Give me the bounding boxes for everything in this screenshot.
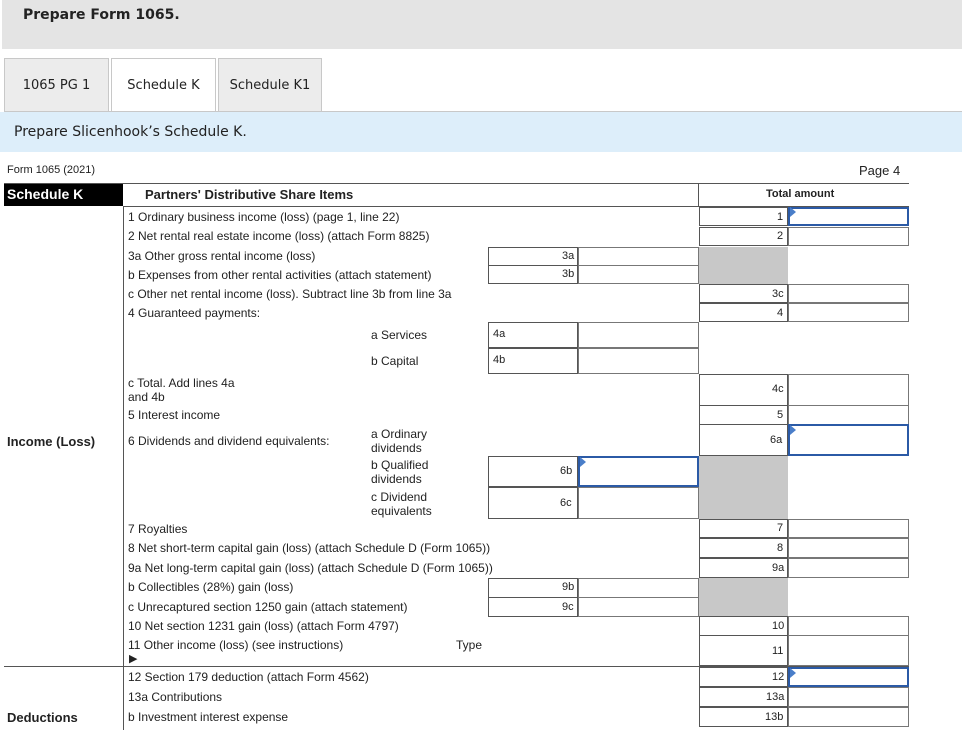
line-4b-code: 4b [493, 354, 506, 366]
line-9b-label: b Collectibles (28%) gain (loss) [128, 580, 294, 594]
instruction-banner [0, 112, 962, 152]
line-6a-label-1: a Ordinary [371, 427, 428, 441]
tab-schedule-k1[interactable]: Schedule K1 [218, 58, 322, 112]
line-6-label: 6 Dividends and dividend equivalents: [128, 434, 330, 448]
line-2-amount-input[interactable] [788, 227, 909, 246]
line-5-label: 5 Interest income [128, 408, 221, 422]
line-3a-code: 3a [562, 250, 575, 262]
line-4b-amount-input[interactable] [578, 348, 699, 374]
line-11-code: 11 [772, 645, 784, 657]
line-6a-amount-input[interactable] [788, 424, 909, 456]
line-6b-label-1: b Qualified [371, 458, 429, 472]
line-9c-code: 9c [562, 601, 574, 613]
line-8-code: 8 [777, 542, 784, 554]
line-6c-label-1: c Dividend [371, 490, 428, 504]
line-6a-flag-icon [790, 425, 796, 435]
form-top-rule [4, 183, 909, 184]
line-4c-code: 4c [772, 383, 784, 395]
line-12-amount-input[interactable] [788, 667, 909, 687]
line-4a-label: a Services [371, 328, 428, 342]
line-3-shaded-cell [699, 247, 788, 285]
form-title: Partners' Distributive Share Items [145, 187, 354, 202]
line-7-code-box [699, 519, 788, 538]
line-7-label: 7 Royalties [128, 522, 188, 536]
line-3b-label: b Expenses from other rental activities (attach statement) [128, 268, 432, 282]
line-3c-label: c Other net rental income (loss). Subtract line 3b from line 3a [128, 287, 452, 301]
line-6c-code: 6c [560, 497, 572, 509]
line-11-arrow-icon: ▶ [129, 653, 138, 665]
section-divider-income [123, 206, 124, 666]
line-9-shaded-cell [699, 578, 788, 617]
form-id: Form 1065 (2021) [7, 164, 96, 176]
line-11-amount-input[interactable] [788, 635, 909, 666]
line-3c-amount-input[interactable] [788, 284, 909, 303]
line-6a-code: 6a [770, 434, 783, 446]
line-5-code-box [699, 405, 788, 425]
line-4c-label-2: and 4b [128, 390, 165, 404]
line-3a-label: 3a Other gross rental income (loss) [128, 249, 316, 263]
line-1-amount-input[interactable] [788, 207, 909, 226]
line-13b-code: 13b [765, 711, 784, 723]
line-8-amount-input[interactable] [788, 538, 909, 558]
section-divider-deductions [123, 667, 124, 730]
line-11-type-label: Type [456, 638, 483, 652]
line-4-label: 4 Guaranteed payments: [128, 306, 261, 320]
line-1-code: 1 [777, 211, 784, 223]
line-4-code-box [699, 303, 788, 322]
line-13a-code: 13a [766, 691, 785, 703]
line-6a-label-2: dividends [371, 441, 422, 455]
tab-1065-pg1[interactable]: 1065 PG 1 [4, 58, 109, 112]
line-7-amount-input[interactable] [788, 519, 909, 538]
line-9b-amount-input[interactable] [578, 578, 699, 598]
line-12-code: 12 [772, 671, 785, 683]
total-amount-header: Total amount [766, 188, 835, 200]
line-9c-amount-input[interactable] [578, 597, 699, 617]
line-8-label: 8 Net short-term capital gain (loss) (attach Schedule D (Form 1065)) [128, 541, 491, 555]
line-3b-code: 3b [562, 268, 575, 280]
line-13a-amount-input[interactable] [788, 687, 909, 707]
line-6c-label-2: equivalents [371, 504, 432, 518]
line-1-code-box [699, 207, 788, 226]
line-4c-amount-input[interactable] [788, 374, 909, 406]
total-header-divider [698, 184, 699, 207]
header-title: Prepare Form 1065. [23, 7, 180, 23]
line-2-code-box [699, 227, 788, 246]
line-7-code: 7 [777, 522, 784, 534]
line-12-flag-icon [790, 668, 796, 678]
line-2-label: 2 Net rental real estate income (loss) (attach Form 8825) [128, 229, 430, 243]
section-income-loss: Income (Loss) [7, 434, 96, 449]
line-13b-amount-input[interactable] [788, 707, 909, 727]
line-4c-label-1: c Total. Add lines 4a [128, 376, 235, 390]
line-9a-amount-input[interactable] [788, 558, 909, 578]
line-9a-label: 9a Net long-term capital gain (loss) (attach Schedule D (Form 1065)) [128, 561, 493, 575]
line-3b-amount-input[interactable] [578, 265, 699, 284]
line-6b-amount-input[interactable] [578, 456, 699, 487]
line-5-code: 5 [777, 409, 784, 421]
line-3c-code: 3c [772, 288, 784, 300]
line-6b-code: 6b [560, 465, 573, 477]
line-2-code: 2 [777, 230, 784, 242]
line-10-label: 10 Net section 1231 gain (loss) (attach Form 4797) [128, 619, 399, 633]
line-6c-amount-input[interactable] [578, 487, 699, 519]
line-13b-label: b Investment interest expense [128, 710, 289, 724]
page-header [2, 0, 962, 49]
line-6-shaded-cell [699, 456, 788, 519]
line-10-code: 10 [772, 620, 785, 632]
line-4b-label: b Capital [371, 354, 419, 368]
schedule-k-badge: Schedule K [4, 184, 123, 206]
line-9c-label: c Unrecaptured section 1250 gain (attach statement) [128, 600, 408, 614]
line-9a-code: 9a [772, 562, 785, 574]
line-12-label: 12 Section 179 deduction (attach Form 4562) [128, 670, 369, 684]
line-11-label: 11 Other income (loss) (see instructions) [128, 638, 344, 652]
tab-schedule-k[interactable]: Schedule K [111, 58, 216, 112]
page-number: Page 4 [859, 163, 901, 178]
line-6b-label-2: dividends [371, 472, 422, 486]
line-1-flag-icon [790, 207, 796, 217]
line-10-amount-input[interactable] [788, 616, 909, 636]
banner-text: Prepare Slicenhook’s Schedule K. [14, 124, 247, 140]
line-8-code-box [699, 538, 788, 558]
line-5-amount-input[interactable] [788, 405, 909, 425]
line-4a-code: 4a [493, 328, 506, 340]
line-1-label: 1 Ordinary business income (loss) (page 1, line 22) [128, 210, 400, 224]
line-4-code: 4 [777, 307, 784, 319]
section-deductions: Deductions [7, 710, 78, 725]
line-6b-flag-icon [580, 457, 586, 467]
line-9b-code: 9b [562, 581, 575, 593]
line-4-amount-input[interactable] [788, 303, 909, 322]
line-4a-amount-input[interactable] [578, 322, 699, 348]
line-13a-label: 13a Contributions [128, 690, 223, 704]
line-3a-amount-input[interactable] [578, 247, 699, 266]
